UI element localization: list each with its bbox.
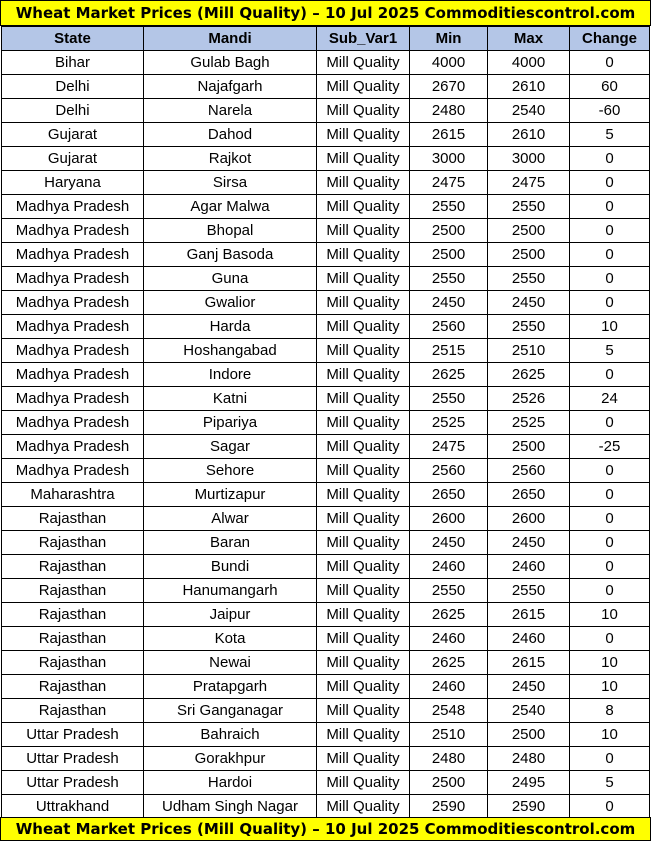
cell-state: Rajasthan — [2, 579, 144, 603]
cell-min: 2480 — [410, 747, 488, 771]
table-row — [2, 315, 650, 339]
prices-table — [1, 26, 650, 819]
cell-min: 2475 — [410, 171, 488, 195]
cell-state: Rajasthan — [2, 675, 144, 699]
cell-change: 0 — [570, 579, 650, 603]
cell-change: 0 — [570, 171, 650, 195]
cell-max: 2480 — [488, 747, 570, 771]
cell-change: 8 — [570, 699, 650, 723]
cell-change: 10 — [570, 675, 650, 699]
cell-change: 0 — [570, 243, 650, 267]
cell-state: Gujarat — [2, 147, 144, 171]
cell-sub-var: Mill Quality — [317, 99, 410, 123]
cell-state: Madhya Pradesh — [2, 459, 144, 483]
cell-max: 4000 — [488, 51, 570, 75]
cell-state: Madhya Pradesh — [2, 435, 144, 459]
cell-mandi: Katni — [144, 387, 317, 411]
cell-max: 2500 — [488, 435, 570, 459]
cell-sub-var: Mill Quality — [317, 483, 410, 507]
cell-max: 2500 — [488, 243, 570, 267]
cell-min: 2460 — [410, 675, 488, 699]
cell-min: 2460 — [410, 555, 488, 579]
cell-mandi: Harda — [144, 315, 317, 339]
cell-change: 24 — [570, 387, 650, 411]
cell-min: 2548 — [410, 699, 488, 723]
cell-max: 2625 — [488, 363, 570, 387]
cell-min: 2480 — [410, 99, 488, 123]
page-title: Wheat Market Prices (Mill Quality) – 10 Jul 2025 Commoditiescontrol.com — [0, 0, 651, 26]
table-row — [2, 99, 650, 123]
column-header-change: Change — [570, 27, 650, 51]
cell-sub-var: Mill Quality — [317, 627, 410, 651]
cell-min: 2500 — [410, 219, 488, 243]
cell-sub-var: Mill Quality — [317, 123, 410, 147]
cell-change: -60 — [570, 99, 650, 123]
cell-mandi: Gulab Bagh — [144, 51, 317, 75]
cell-state: Madhya Pradesh — [2, 363, 144, 387]
cell-change: 0 — [570, 627, 650, 651]
cell-sub-var: Mill Quality — [317, 339, 410, 363]
cell-mandi: Jaipur — [144, 603, 317, 627]
cell-max: 2550 — [488, 195, 570, 219]
cell-max: 2450 — [488, 531, 570, 555]
cell-state: Madhya Pradesh — [2, 291, 144, 315]
cell-max: 2525 — [488, 411, 570, 435]
cell-mandi: Bhopal — [144, 219, 317, 243]
table-row — [2, 243, 650, 267]
column-header-sub-var: Sub_Var1 — [317, 27, 410, 51]
table-row — [2, 51, 650, 75]
cell-max: 2450 — [488, 291, 570, 315]
cell-state: Bihar — [2, 51, 144, 75]
cell-mandi: Sri Ganganagar — [144, 699, 317, 723]
cell-mandi: Agar Malwa — [144, 195, 317, 219]
footer-title: Wheat Market Prices (Mill Quality) – 10 Jul 2025 Commoditiescontrol.com — [0, 817, 651, 841]
cell-change: 10 — [570, 651, 650, 675]
cell-max: 2460 — [488, 627, 570, 651]
cell-state: Uttar Pradesh — [2, 771, 144, 795]
cell-mandi: Udham Singh Nagar — [144, 795, 317, 819]
cell-mandi: Hanumangarh — [144, 579, 317, 603]
cell-state: Rajasthan — [2, 699, 144, 723]
cell-min: 2515 — [410, 339, 488, 363]
cell-mandi: Ganj Basoda — [144, 243, 317, 267]
cell-mandi: Indore — [144, 363, 317, 387]
cell-mandi: Pipariya — [144, 411, 317, 435]
cell-mandi: Gwalior — [144, 291, 317, 315]
table-row — [2, 195, 650, 219]
cell-mandi: Newai — [144, 651, 317, 675]
cell-mandi: Kota — [144, 627, 317, 651]
cell-min: 2500 — [410, 771, 488, 795]
cell-state: Uttar Pradesh — [2, 747, 144, 771]
cell-min: 2550 — [410, 579, 488, 603]
cell-mandi: Bahraich — [144, 723, 317, 747]
cell-min: 2650 — [410, 483, 488, 507]
cell-mandi: Alwar — [144, 507, 317, 531]
cell-min: 2625 — [410, 603, 488, 627]
cell-max: 2650 — [488, 483, 570, 507]
cell-state: Rajasthan — [2, 627, 144, 651]
cell-sub-var: Mill Quality — [317, 555, 410, 579]
cell-max: 3000 — [488, 147, 570, 171]
cell-sub-var: Mill Quality — [317, 651, 410, 675]
table-row — [2, 627, 650, 651]
table-row — [2, 555, 650, 579]
table-row — [2, 771, 650, 795]
column-header-state: State — [2, 27, 144, 51]
column-header-max: Max — [488, 27, 570, 51]
cell-state: Madhya Pradesh — [2, 387, 144, 411]
cell-mandi: Guna — [144, 267, 317, 291]
cell-max: 2610 — [488, 75, 570, 99]
cell-max: 2600 — [488, 507, 570, 531]
cell-min: 2450 — [410, 291, 488, 315]
cell-sub-var: Mill Quality — [317, 675, 410, 699]
cell-sub-var: Mill Quality — [317, 147, 410, 171]
cell-change: 5 — [570, 123, 650, 147]
cell-max: 2450 — [488, 675, 570, 699]
cell-mandi: Dahod — [144, 123, 317, 147]
cell-change: 0 — [570, 555, 650, 579]
column-header-mandi: Mandi — [144, 27, 317, 51]
table-row — [2, 363, 650, 387]
cell-sub-var: Mill Quality — [317, 579, 410, 603]
cell-sub-var: Mill Quality — [317, 243, 410, 267]
cell-change: 0 — [570, 795, 650, 819]
table-row — [2, 267, 650, 291]
cell-change: 0 — [570, 267, 650, 291]
cell-state: Rajasthan — [2, 507, 144, 531]
cell-sub-var: Mill Quality — [317, 315, 410, 339]
cell-state: Rajasthan — [2, 651, 144, 675]
cell-change: 60 — [570, 75, 650, 99]
table-row — [2, 507, 650, 531]
cell-state: Haryana — [2, 171, 144, 195]
column-header-min: Min — [410, 27, 488, 51]
table-body — [2, 51, 650, 819]
cell-min: 2450 — [410, 531, 488, 555]
table-row — [2, 483, 650, 507]
table-row — [2, 675, 650, 699]
cell-state: Uttar Pradesh — [2, 723, 144, 747]
cell-change: -25 — [570, 435, 650, 459]
cell-min: 2460 — [410, 627, 488, 651]
table-row — [2, 387, 650, 411]
cell-sub-var: Mill Quality — [317, 291, 410, 315]
cell-sub-var: Mill Quality — [317, 435, 410, 459]
table-row — [2, 339, 650, 363]
cell-change: 0 — [570, 51, 650, 75]
table-row — [2, 291, 650, 315]
cell-state: Uttrakhand — [2, 795, 144, 819]
cell-sub-var: Mill Quality — [317, 771, 410, 795]
cell-mandi: Sehore — [144, 459, 317, 483]
cell-max: 2500 — [488, 723, 570, 747]
cell-sub-var: Mill Quality — [317, 171, 410, 195]
cell-mandi: Rajkot — [144, 147, 317, 171]
cell-change: 10 — [570, 315, 650, 339]
cell-change: 0 — [570, 363, 650, 387]
table-row — [2, 747, 650, 771]
cell-min: 2550 — [410, 267, 488, 291]
table-row — [2, 171, 650, 195]
cell-min: 4000 — [410, 51, 488, 75]
cell-min: 2550 — [410, 387, 488, 411]
cell-min: 2560 — [410, 315, 488, 339]
cell-change: 0 — [570, 219, 650, 243]
cell-state: Delhi — [2, 99, 144, 123]
cell-sub-var: Mill Quality — [317, 723, 410, 747]
cell-max: 2550 — [488, 579, 570, 603]
cell-sub-var: Mill Quality — [317, 411, 410, 435]
table-row — [2, 411, 650, 435]
cell-sub-var: Mill Quality — [317, 363, 410, 387]
cell-min: 2500 — [410, 243, 488, 267]
cell-change: 0 — [570, 147, 650, 171]
table-row — [2, 723, 650, 747]
cell-min: 2510 — [410, 723, 488, 747]
cell-min: 2550 — [410, 195, 488, 219]
cell-state: Rajasthan — [2, 603, 144, 627]
cell-state: Gujarat — [2, 123, 144, 147]
cell-state: Rajasthan — [2, 555, 144, 579]
table-row — [2, 579, 650, 603]
cell-max: 2526 — [488, 387, 570, 411]
table-header-row — [2, 27, 650, 51]
cell-max: 2615 — [488, 651, 570, 675]
cell-sub-var: Mill Quality — [317, 267, 410, 291]
cell-sub-var: Mill Quality — [317, 51, 410, 75]
cell-mandi: Hardoi — [144, 771, 317, 795]
table-row — [2, 435, 650, 459]
cell-min: 2670 — [410, 75, 488, 99]
cell-mandi: Hoshangabad — [144, 339, 317, 363]
cell-mandi: Baran — [144, 531, 317, 555]
cell-change: 0 — [570, 507, 650, 531]
cell-change: 5 — [570, 771, 650, 795]
cell-state: Maharashtra — [2, 483, 144, 507]
cell-mandi: Sagar — [144, 435, 317, 459]
cell-change: 0 — [570, 747, 650, 771]
cell-min: 2590 — [410, 795, 488, 819]
cell-change: 0 — [570, 483, 650, 507]
cell-change: 0 — [570, 411, 650, 435]
cell-max: 2540 — [488, 99, 570, 123]
cell-sub-var: Mill Quality — [317, 195, 410, 219]
cell-mandi: Narela — [144, 99, 317, 123]
cell-mandi: Pratapgarh — [144, 675, 317, 699]
cell-sub-var: Mill Quality — [317, 747, 410, 771]
cell-change: 10 — [570, 603, 650, 627]
cell-change: 0 — [570, 459, 650, 483]
table-row — [2, 459, 650, 483]
table-row — [2, 699, 650, 723]
cell-sub-var: Mill Quality — [317, 459, 410, 483]
cell-max: 2610 — [488, 123, 570, 147]
cell-max: 2460 — [488, 555, 570, 579]
table-row — [2, 123, 650, 147]
cell-change: 0 — [570, 291, 650, 315]
cell-max: 2510 — [488, 339, 570, 363]
cell-state: Delhi — [2, 75, 144, 99]
cell-change: 0 — [570, 195, 650, 219]
cell-max: 2475 — [488, 171, 570, 195]
cell-state: Madhya Pradesh — [2, 195, 144, 219]
cell-sub-var: Mill Quality — [317, 387, 410, 411]
cell-max: 2550 — [488, 267, 570, 291]
cell-change: 0 — [570, 531, 650, 555]
cell-sub-var: Mill Quality — [317, 75, 410, 99]
table-row — [2, 603, 650, 627]
cell-mandi: Najafgarh — [144, 75, 317, 99]
cell-min: 2600 — [410, 507, 488, 531]
table-row — [2, 147, 650, 171]
cell-mandi: Gorakhpur — [144, 747, 317, 771]
cell-min: 2615 — [410, 123, 488, 147]
cell-change: 5 — [570, 339, 650, 363]
cell-mandi: Bundi — [144, 555, 317, 579]
cell-max: 2500 — [488, 219, 570, 243]
cell-state: Madhya Pradesh — [2, 411, 144, 435]
cell-state: Madhya Pradesh — [2, 219, 144, 243]
cell-change: 10 — [570, 723, 650, 747]
cell-state: Madhya Pradesh — [2, 339, 144, 363]
cell-max: 2550 — [488, 315, 570, 339]
cell-min: 2525 — [410, 411, 488, 435]
cell-max: 2590 — [488, 795, 570, 819]
cell-max: 2495 — [488, 771, 570, 795]
cell-state: Rajasthan — [2, 531, 144, 555]
cell-sub-var: Mill Quality — [317, 795, 410, 819]
cell-sub-var: Mill Quality — [317, 507, 410, 531]
table-row — [2, 75, 650, 99]
cell-sub-var: Mill Quality — [317, 531, 410, 555]
cell-min: 3000 — [410, 147, 488, 171]
cell-min: 2560 — [410, 459, 488, 483]
cell-mandi: Murtizapur — [144, 483, 317, 507]
cell-min: 2625 — [410, 651, 488, 675]
cell-max: 2615 — [488, 603, 570, 627]
table-row — [2, 219, 650, 243]
cell-state: Madhya Pradesh — [2, 315, 144, 339]
cell-min: 2475 — [410, 435, 488, 459]
cell-sub-var: Mill Quality — [317, 219, 410, 243]
cell-min: 2625 — [410, 363, 488, 387]
table-row — [2, 531, 650, 555]
cell-sub-var: Mill Quality — [317, 603, 410, 627]
cell-state: Madhya Pradesh — [2, 243, 144, 267]
cell-mandi: Sirsa — [144, 171, 317, 195]
cell-sub-var: Mill Quality — [317, 699, 410, 723]
table-row — [2, 651, 650, 675]
cell-state: Madhya Pradesh — [2, 267, 144, 291]
cell-max: 2560 — [488, 459, 570, 483]
table-row — [2, 795, 650, 819]
cell-max: 2540 — [488, 699, 570, 723]
